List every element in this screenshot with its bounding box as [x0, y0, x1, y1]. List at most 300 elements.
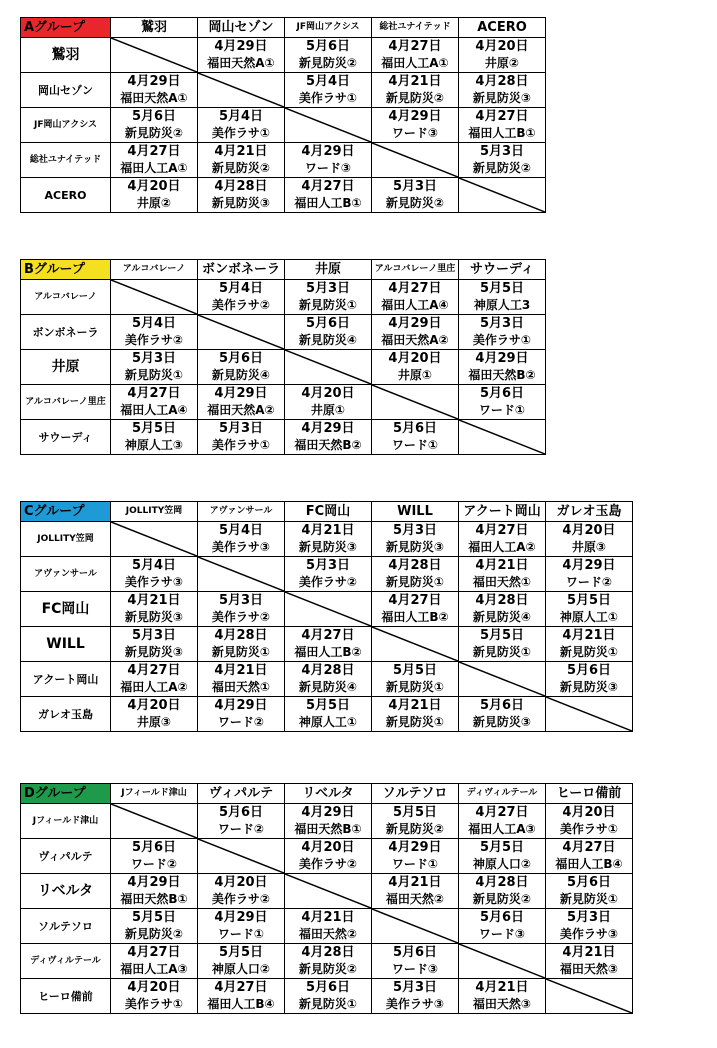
match-venue: 新見防災① [385, 575, 445, 589]
team-row [21, 178, 546, 213]
match-venue: 福田人工B④ [555, 857, 623, 871]
match-venue: 神原人工① [298, 715, 358, 729]
diagonal-slash [111, 522, 197, 556]
team-row [21, 73, 546, 108]
match-date: 4月20日 [214, 875, 268, 890]
match-venue: 新見防災③ [124, 610, 184, 624]
match-date: 4月20日 [562, 523, 616, 538]
match-cell [111, 944, 198, 979]
diagonal-cell [459, 944, 546, 979]
match-cell [372, 557, 459, 592]
match-venue: 福田人工A② [468, 540, 536, 554]
column-header-team: アルコバレーノ里庄 [372, 260, 459, 280]
match-date: 5月4日 [131, 316, 177, 331]
match-cell [198, 385, 285, 420]
match-venue: ワード② [130, 857, 178, 871]
match-date: 5月6日 [392, 945, 438, 960]
match-cell [546, 627, 633, 662]
schedule-table [20, 783, 633, 1014]
match-venue: 福田人工A① [120, 161, 188, 175]
match-venue: 井原② [484, 56, 520, 70]
match-date: 4月20日 [562, 805, 616, 820]
diagonal-cell [546, 979, 633, 1014]
match-date: 4月28日 [475, 593, 529, 608]
match-venue: 福田天然B① [294, 822, 362, 836]
match-venue: 福田人工B① [294, 196, 362, 210]
column-header-team: ACERO [459, 18, 546, 38]
match-date: 4月20日 [127, 980, 181, 995]
match-cell [459, 979, 546, 1014]
diagonal-slash [111, 38, 197, 72]
match-cell [459, 804, 546, 839]
team-row [21, 315, 546, 350]
match-cell [111, 697, 198, 732]
match-venue: 井原① [310, 403, 346, 417]
match-date: 5月6日 [566, 875, 612, 890]
group-table-3 [20, 501, 633, 732]
match-date: 5月3日 [131, 628, 177, 643]
diagonal-cell [285, 592, 372, 627]
match-date: 5月5日 [479, 840, 525, 855]
team-row [21, 697, 633, 732]
match-date: 5月3日 [392, 980, 438, 995]
match-cell [111, 874, 198, 909]
match-date: 5月5日 [131, 421, 177, 436]
team-row [21, 38, 546, 73]
match-date: 4月27日 [388, 593, 442, 608]
column-header-team: アヴァンサール [198, 502, 285, 522]
match-date: 4月29日 [127, 875, 181, 890]
match-venue: 新見防災② [385, 196, 445, 210]
match-cell [111, 73, 198, 108]
match-venue: ワード① [391, 438, 439, 452]
diagonal-cell [372, 385, 459, 420]
match-cell [198, 592, 285, 627]
match-cell [459, 909, 546, 944]
diagonal-cell [285, 108, 372, 143]
match-date: 5月5日 [479, 281, 525, 296]
match-cell [111, 662, 198, 697]
match-cell [459, 280, 546, 315]
match-cell [459, 38, 546, 73]
match-cell [198, 178, 285, 213]
column-header-team: 総社ユナイテッド [372, 18, 459, 38]
match-date: 5月3日 [392, 179, 438, 194]
diagonal-slash [459, 420, 545, 454]
match-date: 4月29日 [127, 74, 181, 89]
match-date: 4月27日 [214, 980, 268, 995]
match-date: 5月5日 [305, 698, 351, 713]
match-cell [111, 909, 198, 944]
group-label: Cグループ [21, 502, 111, 522]
match-cell [285, 178, 372, 213]
match-date: 5月6日 [479, 910, 525, 925]
diagonal-slash [459, 944, 545, 978]
match-cell [285, 662, 372, 697]
match-date: 5月3日 [305, 281, 351, 296]
match-cell [111, 315, 198, 350]
team-row [21, 909, 633, 944]
match-cell [459, 108, 546, 143]
match-cell [459, 874, 546, 909]
match-date: 5月5日 [131, 910, 177, 925]
match-cell [198, 280, 285, 315]
row-header-team: ディヴィルテール [21, 944, 111, 979]
row-header-team: アルコバレーノ里庄 [21, 385, 111, 420]
match-cell [459, 73, 546, 108]
column-header-team: アクート岡山 [459, 502, 546, 522]
match-date: 4月27日 [475, 109, 529, 124]
match-venue: 新見防災② [472, 892, 532, 906]
diagonal-cell [459, 662, 546, 697]
match-venue: 美作ラサ② [298, 575, 358, 589]
match-cell [285, 73, 372, 108]
match-venue: 美作ラサ③ [124, 575, 184, 589]
match-cell [546, 944, 633, 979]
match-venue: 福田天然A② [381, 333, 449, 347]
match-venue: 新見防災① [472, 645, 532, 659]
match-date: 4月29日 [301, 144, 355, 159]
column-header-team: リベルタ [285, 784, 372, 804]
match-date: 4月21日 [388, 698, 442, 713]
diagonal-cell [546, 697, 633, 732]
match-venue: 新見防災① [559, 645, 619, 659]
diagonal-cell [111, 522, 198, 557]
match-cell [198, 627, 285, 662]
match-date: 5月3日 [131, 351, 177, 366]
match-cell [198, 143, 285, 178]
match-venue: 美作ラサ② [124, 333, 184, 347]
diagonal-slash [372, 385, 458, 419]
match-venue: 福田天然B② [468, 368, 536, 382]
match-date: 5月6日 [131, 109, 177, 124]
match-date: 5月6日 [305, 316, 351, 331]
match-venue: 美作ラサ② [211, 298, 271, 312]
match-cell [198, 804, 285, 839]
match-venue: 美作ラサ① [124, 997, 184, 1011]
diagonal-slash [198, 557, 284, 591]
diagonal-cell [459, 178, 546, 213]
match-cell [111, 350, 198, 385]
match-cell [285, 557, 372, 592]
match-date: 4月21日 [562, 628, 616, 643]
schedule-table [20, 259, 546, 455]
match-venue: ワード③ [391, 962, 439, 976]
match-cell [111, 178, 198, 213]
match-date: 4月28日 [301, 945, 355, 960]
diagonal-slash [285, 108, 371, 142]
match-venue: 新見防災① [559, 892, 619, 906]
match-date: 5月5日 [479, 628, 525, 643]
match-date: 4月20日 [127, 179, 181, 194]
match-date: 5月3日 [218, 421, 264, 436]
match-venue: 新見防災② [211, 161, 271, 175]
row-header-team: ソルテソロ [21, 909, 111, 944]
diagonal-cell [111, 38, 198, 73]
match-cell [459, 522, 546, 557]
match-cell [372, 662, 459, 697]
diagonal-cell [111, 804, 198, 839]
match-date: 4月21日 [214, 144, 268, 159]
group-label: Bグループ [21, 260, 111, 280]
match-venue: ワード② [217, 715, 265, 729]
diagonal-slash [198, 315, 284, 349]
match-date: 4月27日 [127, 144, 181, 159]
row-header-team: アヴァンサール [21, 557, 111, 592]
match-venue: 福田人工B① [468, 126, 536, 140]
match-venue: 新見防災③ [211, 196, 271, 210]
match-venue: ワード② [217, 822, 265, 836]
match-cell [285, 143, 372, 178]
match-date: 5月3日 [305, 558, 351, 573]
team-row [21, 979, 633, 1014]
match-venue: 福田天然A② [207, 403, 275, 417]
diagonal-cell [285, 874, 372, 909]
match-date: 4月27日 [127, 663, 181, 678]
row-header-team: 鷲羽 [21, 38, 111, 73]
match-cell [372, 315, 459, 350]
match-date: 4月29日 [562, 558, 616, 573]
match-venue: 福田天然A① [207, 56, 275, 70]
row-header-team: リベルタ [21, 874, 111, 909]
diagonal-slash [372, 143, 458, 177]
match-date: 4月21日 [562, 945, 616, 960]
match-venue: 美作ラサ① [559, 822, 619, 836]
row-header-team: 岡山セゾン [21, 73, 111, 108]
row-header-team: アクート岡山 [21, 662, 111, 697]
match-cell [285, 839, 372, 874]
row-header-team: 総社ユナイテッド [21, 143, 111, 178]
diagonal-slash [285, 874, 371, 908]
match-cell [459, 839, 546, 874]
match-date: 5月4日 [131, 558, 177, 573]
match-cell [372, 350, 459, 385]
match-venue: ワード③ [478, 927, 526, 941]
match-date: 5月3日 [392, 523, 438, 538]
match-date: 5月5日 [566, 593, 612, 608]
match-date: 4月28日 [214, 628, 268, 643]
match-cell [198, 522, 285, 557]
diagonal-slash [459, 178, 545, 212]
column-header-team: 鷲羽 [111, 18, 198, 38]
match-cell [111, 557, 198, 592]
team-row [21, 662, 633, 697]
match-venue: 新見防災① [385, 715, 445, 729]
row-header-team: ヒーロ備前 [21, 979, 111, 1014]
match-venue: 美作ラサ② [211, 892, 271, 906]
match-cell [285, 522, 372, 557]
match-date: 4月29日 [214, 386, 268, 401]
diagonal-slash [372, 627, 458, 661]
match-date: 4月29日 [301, 421, 355, 436]
row-header-team: サウーディ [21, 420, 111, 455]
match-venue: 美作ラサ③ [211, 540, 271, 554]
match-venue: 新見防災③ [472, 715, 532, 729]
match-venue: 新見防災② [124, 126, 184, 140]
match-date: 4月21日 [127, 593, 181, 608]
group-label: Aグループ [21, 18, 111, 38]
match-cell [111, 420, 198, 455]
match-cell [285, 697, 372, 732]
match-cell [372, 874, 459, 909]
diagonal-cell [198, 315, 285, 350]
match-venue: 福田人工A② [120, 680, 188, 694]
match-venue: 神原人工3 [473, 298, 531, 312]
match-date: 4月27日 [301, 179, 355, 194]
match-venue: 福田人工B② [381, 610, 449, 624]
match-venue: 福田人工A① [381, 56, 449, 70]
match-venue: 美作ラサ① [211, 438, 271, 452]
team-row [21, 557, 633, 592]
team-row [21, 108, 546, 143]
match-venue: 新見防災② [124, 927, 184, 941]
match-cell [546, 909, 633, 944]
diagonal-cell [285, 350, 372, 385]
match-cell [111, 143, 198, 178]
column-header-team: 岡山セゾン [198, 18, 285, 38]
match-venue: 美作ラサ① [211, 126, 271, 140]
match-date: 4月28日 [475, 875, 529, 890]
column-header-team: ボンボネーラ [198, 260, 285, 280]
match-venue: ワード① [391, 857, 439, 871]
match-venue: 新見防災③ [385, 540, 445, 554]
match-cell [546, 804, 633, 839]
team-row [21, 874, 633, 909]
match-date: 5月4日 [218, 109, 264, 124]
match-cell [372, 522, 459, 557]
match-venue: 美作ラサ② [298, 857, 358, 871]
match-date: 4月27日 [388, 39, 442, 54]
group-table-1 [20, 17, 546, 213]
match-date: 4月28日 [388, 558, 442, 573]
match-date: 5月5日 [392, 663, 438, 678]
row-header-team: 井原 [21, 350, 111, 385]
match-date: 5月4日 [305, 74, 351, 89]
match-date: 4月27日 [127, 386, 181, 401]
diagonal-cell [111, 280, 198, 315]
row-header-team: ヴィパルテ [21, 839, 111, 874]
column-header-team: ソルテソロ [372, 784, 459, 804]
match-date: 4月21日 [301, 910, 355, 925]
match-venue: 福田天然① [472, 575, 532, 589]
column-header-team: ヴィパルテ [198, 784, 285, 804]
match-date: 4月27日 [388, 281, 442, 296]
match-venue: 福田人工B④ [207, 997, 275, 1011]
match-cell [285, 385, 372, 420]
column-header-team: JOLLITY笠岡 [111, 502, 198, 522]
match-cell [285, 420, 372, 455]
match-cell [546, 874, 633, 909]
team-row [21, 944, 633, 979]
match-venue: 神原人工③ [124, 438, 184, 452]
match-venue: 新見防災③ [472, 91, 532, 105]
match-venue: 井原① [397, 368, 433, 382]
match-cell [459, 557, 546, 592]
match-cell [459, 385, 546, 420]
match-cell [372, 420, 459, 455]
match-date: 4月29日 [214, 39, 268, 54]
match-cell [111, 592, 198, 627]
match-venue: 新見防災① [124, 368, 184, 382]
match-date: 4月29日 [388, 109, 442, 124]
match-date: 5月5日 [218, 945, 264, 960]
row-header-team: アルコバレーノ [21, 280, 111, 315]
match-cell [198, 944, 285, 979]
match-cell [285, 909, 372, 944]
match-date: 5月4日 [218, 523, 264, 538]
match-date: 5月6日 [566, 663, 612, 678]
team-row [21, 280, 546, 315]
match-cell [372, 280, 459, 315]
match-venue: 美作ラサ① [472, 333, 532, 347]
match-date: 4月21日 [388, 875, 442, 890]
match-date: 4月29日 [475, 351, 529, 366]
diagonal-slash [285, 592, 371, 626]
match-cell [459, 350, 546, 385]
match-cell [285, 944, 372, 979]
match-cell [198, 662, 285, 697]
match-date: 5月5日 [392, 805, 438, 820]
match-venue: 新見防災③ [298, 540, 358, 554]
match-cell [459, 315, 546, 350]
match-date: 4月21日 [475, 980, 529, 995]
match-date: 4月29日 [214, 910, 268, 925]
match-venue: 新見防災② [298, 56, 358, 70]
diagonal-slash [546, 697, 632, 731]
match-cell [198, 108, 285, 143]
match-venue: ワード③ [304, 161, 352, 175]
match-date: 4月27日 [562, 840, 616, 855]
column-header-team: FC岡山 [285, 502, 372, 522]
match-cell [285, 280, 372, 315]
match-venue: 美作ラサ① [298, 91, 358, 105]
match-venue: 新見防災③ [559, 680, 619, 694]
match-venue: 福田天然A① [120, 91, 188, 105]
match-cell [198, 979, 285, 1014]
column-header-team: 井原 [285, 260, 372, 280]
match-venue: ワード③ [391, 126, 439, 140]
match-cell [285, 804, 372, 839]
match-venue: 井原③ [571, 540, 607, 554]
match-cell [372, 592, 459, 627]
match-cell [372, 38, 459, 73]
match-venue: ワード② [565, 575, 613, 589]
match-venue: 福田人工A③ [468, 822, 536, 836]
match-venue: 美作ラサ③ [559, 927, 619, 941]
match-venue: 新見防災① [211, 645, 271, 659]
schedule-table [20, 17, 546, 213]
match-venue: 井原③ [136, 715, 172, 729]
diagonal-cell [198, 839, 285, 874]
match-venue: 井原② [136, 196, 172, 210]
row-header-team: JOLLITY笠岡 [21, 522, 111, 557]
match-venue: ワード① [478, 403, 526, 417]
match-date: 4月27日 [475, 805, 529, 820]
match-date: 4月20日 [301, 386, 355, 401]
match-cell [546, 557, 633, 592]
header-row [21, 18, 546, 38]
match-date: 4月20日 [388, 351, 442, 366]
column-header-team: WILL [372, 502, 459, 522]
team-row [21, 592, 633, 627]
match-cell [198, 38, 285, 73]
match-date: 5月6日 [479, 698, 525, 713]
match-venue: 福田人工A④ [381, 298, 449, 312]
match-venue: 福田天然③ [559, 962, 619, 976]
match-cell [546, 522, 633, 557]
match-cell [459, 627, 546, 662]
diagonal-cell [198, 73, 285, 108]
